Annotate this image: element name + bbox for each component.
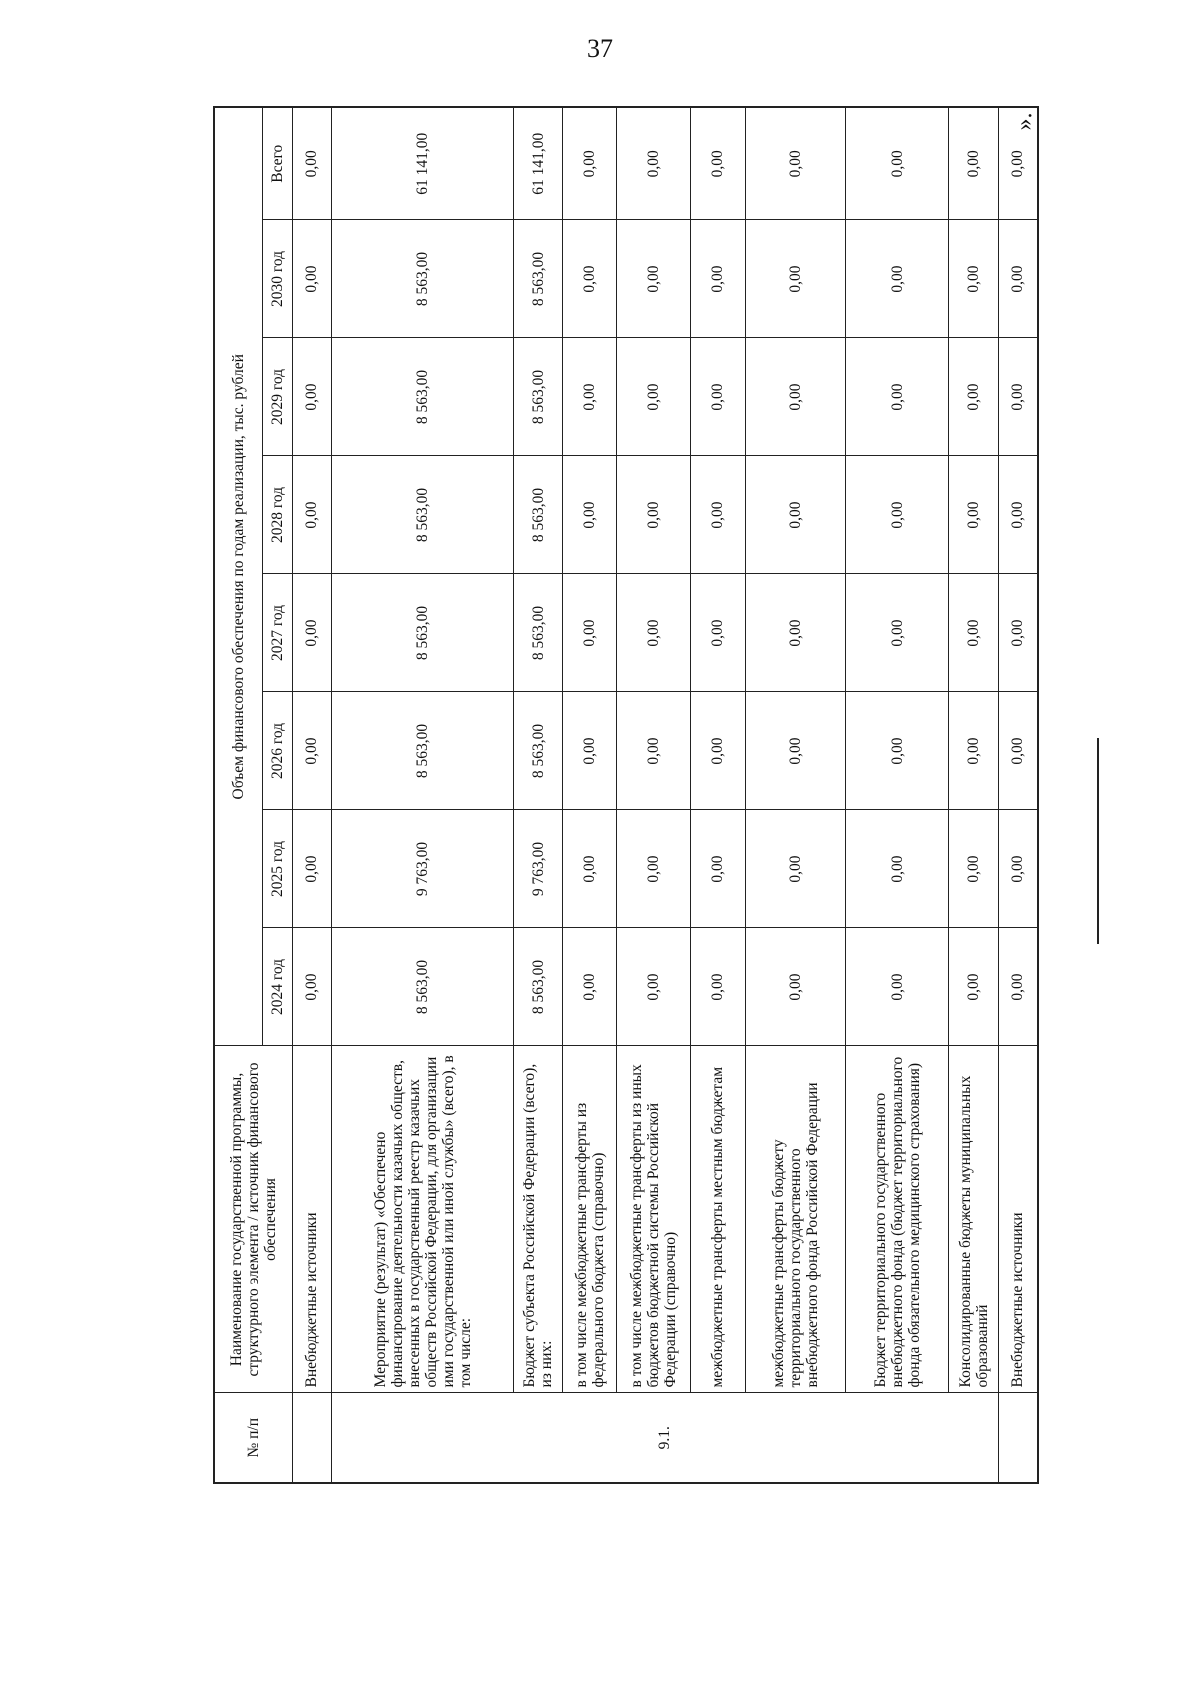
value-year-1: 9 763,00 [332,810,514,928]
value-year-6: 0,00 [617,220,690,338]
table-row [563,107,617,1483]
rotated-table-container [213,108,1039,1484]
value-year-2: 0,00 [292,692,332,810]
value-total: 0,00 [998,107,1038,220]
value-total: 0,00 [617,107,690,220]
value-year-6: 0,00 [746,220,846,338]
financing-table [213,106,1039,1484]
value-year-1: 0,00 [746,810,846,928]
value-year-1: 0,00 [845,810,948,928]
value-year-6: 0,00 [292,220,332,338]
value-year-5: 0,00 [292,338,332,456]
value-total: 0,00 [292,107,332,220]
value-year-1: 0,00 [998,810,1038,928]
value-year-3: 0,00 [690,574,745,692]
table-row [332,107,514,1483]
value-year-0: 8 563,00 [332,928,514,1046]
value-year-4: 0,00 [292,456,332,574]
value-year-1: 9 763,00 [513,810,562,928]
table-row [746,107,846,1483]
value-year-0: 0,00 [292,928,332,1046]
value-year-2: 0,00 [617,692,690,810]
value-total: 0,00 [845,107,948,220]
value-year-6: 0,00 [845,220,948,338]
value-year-6: 8 563,00 [513,220,562,338]
value-year-3: 0,00 [746,574,846,692]
value-year-4: 0,00 [563,456,617,574]
row-number: 9.1. [332,1393,999,1483]
header-year-2: 2026 год [262,692,292,810]
value-total: 0,00 [949,107,998,220]
row-number [998,1393,1038,1483]
row-number [292,1393,332,1483]
table-row [292,107,332,1483]
header-volume: Объем финансового обеспечения по годам реализации, тыс. рублей [214,107,262,1046]
header-number: № п/п [214,1393,292,1483]
value-year-3: 0,00 [998,574,1038,692]
value-total: 0,00 [690,107,745,220]
separator-line [1097,738,1099,944]
value-year-5: 8 563,00 [513,338,562,456]
value-year-3: 0,00 [292,574,332,692]
header-name: Наименование государственной программы, структурного элемента / источник финансового обеспечения [214,1046,292,1393]
value-year-5: 0,00 [998,338,1038,456]
header-year-4: 2028 год [262,456,292,574]
value-year-0: 0,00 [617,928,690,1046]
value-total: 0,00 [746,107,846,220]
row-name: межбюджетные трансферты бюджету территориального государственного внебюджетного фонда Российской Федерации [746,1046,846,1393]
value-year-4: 8 563,00 [332,456,514,574]
value-year-5: 0,00 [746,338,846,456]
value-year-5: 0,00 [845,338,948,456]
closing-quote-mark: ». [1011,112,1038,131]
value-year-6: 0,00 [563,220,617,338]
value-year-2: 0,00 [690,692,745,810]
value-year-1: 0,00 [292,810,332,928]
value-total: 61 141,00 [332,107,514,220]
table-row [845,107,948,1483]
value-year-0: 0,00 [845,928,948,1046]
value-year-1: 0,00 [949,810,998,928]
value-year-3: 0,00 [845,574,948,692]
row-name: Консолидированные бюджеты муниципальных образований [949,1046,998,1393]
value-year-2: 8 563,00 [513,692,562,810]
value-year-2: 0,00 [746,692,846,810]
row-name: межбюджетные трансферты местным бюджетам [690,1046,745,1393]
value-year-3: 0,00 [563,574,617,692]
value-year-2: 8 563,00 [332,692,514,810]
row-name: Бюджет субъекта Российской Федерации (всего), из них: [513,1046,562,1393]
value-year-1: 0,00 [563,810,617,928]
value-year-4: 0,00 [949,456,998,574]
table-row [513,107,562,1483]
value-year-4: 0,00 [746,456,846,574]
header-year-3: 2027 год [262,574,292,692]
value-year-4: 0,00 [998,456,1038,574]
value-year-0: 0,00 [998,928,1038,1046]
value-year-0: 0,00 [563,928,617,1046]
value-year-0: 0,00 [690,928,745,1046]
value-year-5: 8 563,00 [332,338,514,456]
header-year-0: 2024 год [262,928,292,1046]
value-year-4: 0,00 [845,456,948,574]
row-name: в том числе межбюджетные трансферты из иных бюджетов бюджетной системы Российской Федерации (справочно) [617,1046,690,1393]
value-total: 61 141,00 [513,107,562,220]
value-year-3: 0,00 [949,574,998,692]
value-year-0: 0,00 [949,928,998,1046]
row-name: в том числе межбюджетные трансферты из федерального бюджета (справочно) [563,1046,617,1393]
table-row [617,107,690,1483]
value-year-5: 0,00 [617,338,690,456]
header-year-1: 2025 год [262,810,292,928]
value-year-3: 0,00 [617,574,690,692]
value-year-0: 8 563,00 [513,928,562,1046]
value-year-6: 0,00 [998,220,1038,338]
value-year-1: 0,00 [617,810,690,928]
value-year-6: 8 563,00 [332,220,514,338]
value-year-2: 0,00 [845,692,948,810]
header-year-6: 2030 год [262,220,292,338]
value-year-6: 0,00 [949,220,998,338]
value-year-4: 8 563,00 [513,456,562,574]
value-year-4: 0,00 [690,456,745,574]
table-row [998,107,1038,1483]
value-year-3: 8 563,00 [513,574,562,692]
value-year-4: 0,00 [617,456,690,574]
row-name: Внебюджетные источники [998,1046,1038,1393]
row-name: Внебюджетные источники [292,1046,332,1393]
value-total: 0,00 [563,107,617,220]
value-year-1: 0,00 [690,810,745,928]
header-year-7: Всего [262,107,292,220]
table-row [690,107,745,1483]
value-year-0: 0,00 [746,928,846,1046]
value-year-5: 0,00 [563,338,617,456]
value-year-2: 0,00 [949,692,998,810]
table-row [949,107,998,1483]
row-name: Мероприятие (результат) «Обеспечено финансирование деятельности казачьих обществ, внесенных в государственный реестр казачьих обществ Российской Федерации, для организации ими государственной или иной службы» (всего), в том числе: [332,1046,514,1393]
row-name: Бюджет территориального государственного внебюджетного фонда (бюджет территориального фонда обязательного медицинского страхования) [845,1046,948,1393]
table-body [292,107,1038,1483]
value-year-6: 0,00 [690,220,745,338]
value-year-5: 0,00 [949,338,998,456]
value-year-5: 0,00 [690,338,745,456]
value-year-2: 0,00 [563,692,617,810]
page-number: 37 [587,34,613,63]
value-year-3: 8 563,00 [332,574,514,692]
header-year-5: 2029 год [262,338,292,456]
value-year-2: 0,00 [998,692,1038,810]
